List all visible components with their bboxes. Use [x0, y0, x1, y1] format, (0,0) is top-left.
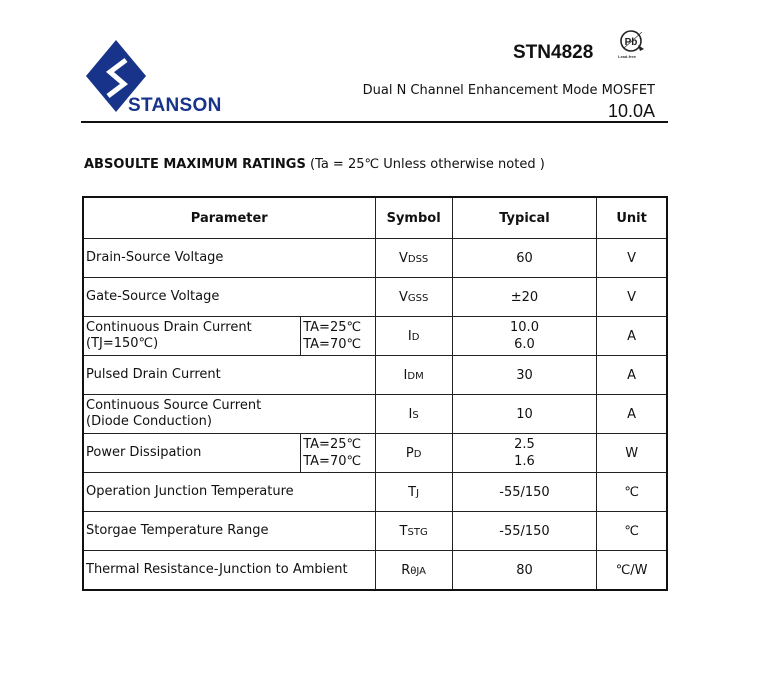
unit-cell: V — [597, 239, 667, 278]
typical-cell: 10 — [452, 395, 596, 434]
table-row — [83, 512, 667, 551]
table-header-row — [83, 197, 667, 239]
table-row — [83, 473, 667, 512]
table-row — [83, 551, 667, 591]
header-typical: Typical — [452, 197, 596, 239]
unit-cell: V — [597, 278, 667, 317]
typical-cell: 2.5 1.6 — [452, 434, 596, 473]
unit-cell: ℃ — [597, 473, 667, 512]
unit-cell: ℃/W — [597, 551, 667, 591]
typical-cell: -55/150 — [452, 473, 596, 512]
section-title: ABSOULTE MAXIMUM RATINGS — [84, 157, 306, 172]
table-row — [83, 239, 667, 278]
section-heading — [84, 157, 545, 172]
param-cell: Thermal Resistance-Junction to Ambient — [83, 551, 375, 591]
param-cell: Power Dissipation — [83, 434, 301, 473]
typical-cell: 60 — [452, 239, 596, 278]
device-description: Dual N Channel Enhancement Mode MOSFET — [362, 83, 655, 98]
symbol-cell: PD — [375, 434, 452, 473]
param-cell: Continuous Drain Current (TJ=150℃) — [83, 317, 301, 356]
symbol-cell: ID — [375, 317, 452, 356]
symbol-cell: VGSS — [375, 278, 452, 317]
condition-cell: TA=25℃ TA=70℃ — [301, 317, 375, 356]
param-cell: Pulsed Drain Current — [83, 356, 375, 395]
symbol-cell: IDM — [375, 356, 452, 395]
lead-free-caption: Lead-free — [618, 54, 637, 59]
header-parameter: Parameter — [83, 197, 375, 239]
typical-cell: -55/150 — [452, 512, 596, 551]
ratings-table — [82, 196, 668, 591]
table-row — [83, 434, 667, 473]
unit-cell: W — [597, 434, 667, 473]
current-rating: 10.0A — [607, 101, 655, 121]
symbol-cell: IS — [375, 395, 452, 434]
param-cell: Storgae Temperature Range — [83, 512, 375, 551]
part-number: STN4828 — [513, 42, 594, 63]
table-row — [83, 395, 667, 434]
symbol-cell: TSTG — [375, 512, 452, 551]
typical-cell: 10.0 6.0 — [452, 317, 596, 356]
param-cell: Gate-Source Voltage — [83, 278, 375, 317]
section-condition: (Ta = 25℃ Unless otherwise noted ) — [305, 157, 545, 172]
condition-cell: TA=25℃ TA=70℃ — [301, 434, 375, 473]
unit-cell: ℃ — [597, 512, 667, 551]
header-unit: Unit — [597, 197, 667, 239]
unit-cell: A — [597, 356, 667, 395]
symbol-cell: TJ — [375, 473, 452, 512]
table-row — [83, 356, 667, 395]
typical-cell: ±20 — [452, 278, 596, 317]
table-row — [83, 317, 667, 356]
param-cell: Continuous Source Current (Diode Conduction) — [83, 395, 375, 434]
svg-text:Pb: Pb — [624, 37, 638, 48]
param-cell: Operation Junction Temperature — [83, 473, 375, 512]
unit-cell: A — [597, 317, 667, 356]
table-row — [83, 278, 667, 317]
typical-cell: 80 — [452, 551, 596, 591]
symbol-cell: VDSS — [375, 239, 452, 278]
header-divider — [81, 121, 668, 123]
company-name: STANSON — [128, 95, 222, 116]
param-cell: Drain-Source Voltage — [83, 239, 375, 278]
typical-cell: 30 — [452, 356, 596, 395]
unit-cell: A — [597, 395, 667, 434]
header-symbol: Symbol — [375, 197, 452, 239]
symbol-cell: RθJA — [375, 551, 452, 591]
